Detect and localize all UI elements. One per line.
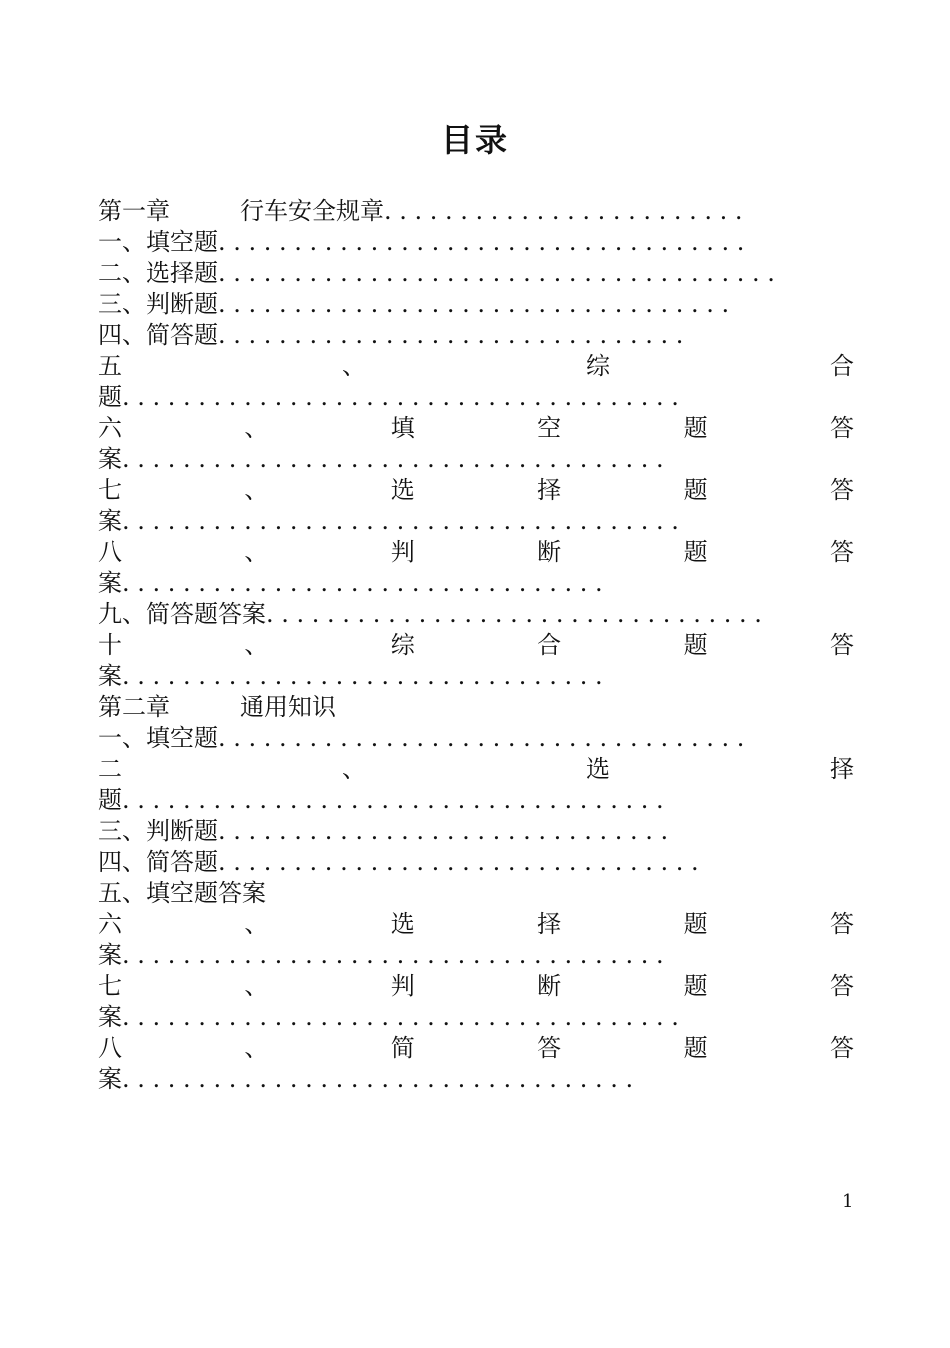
toc-chapter-2[interactable]	[98, 692, 854, 723]
toc-entry[interactable]: 四、简答题. . . . . . . . . . . . . . . . . . . . . . . . . . . . . . .	[98, 321, 684, 349]
leader-dots: . . . . . . . . . . . . . . . . . . . . . . . .	[384, 197, 743, 225]
leader-dots: . . . . . . . . . . . . . . . . . . . . . . . . . . . . . . . .	[218, 848, 699, 876]
table-of-contents	[98, 196, 854, 1095]
toc-entry-continuation[interactable]: 案. . . . . . . . . . . . . . . . . . . . . . . . . . . . . . . . . . . . .	[98, 1003, 679, 1031]
toc-entry-continuation[interactable]: 案. . . . . . . . . . . . . . . . . . . . . . . . . . . . . . . . . .	[98, 1065, 634, 1093]
leader-dots: . . . . . . . . . . . . . . . . . . . . . . . . . . . . . . .	[218, 321, 684, 349]
toc-entry-continuation[interactable]: 案. . . . . . . . . . . . . . . . . . . . . . . . . . . . . . . .	[98, 662, 603, 690]
chapter-name: 行车安全规章	[240, 197, 384, 225]
leader-dots: . . . . . . . . . . . . . . . . . . . . . . . . . . . . . . . . . . .	[218, 724, 745, 752]
toc-entry-justified[interactable]: 二 、 选 择	[98, 755, 854, 783]
toc-entry-continuation[interactable]: 案. . . . . . . . . . . . . . . . . . . . . . . . . . . . . . . . . . . . .	[98, 507, 679, 535]
toc-entry[interactable]: 一、填空题. . . . . . . . . . . . . . . . . . . . . . . . . . . . . . . . . . .	[98, 228, 745, 256]
toc-entry-justified[interactable]: 七 、 选 择 题 答	[98, 476, 854, 504]
toc-entry[interactable]: 三、判断题. . . . . . . . . . . . . . . . . . . . . . . . . . . . . .	[98, 817, 669, 845]
toc-entry[interactable]: 九、简答题答案. . . . . . . . . . . . . . . . . . . . . . . . . . . . . . . . .	[98, 600, 762, 628]
leader-dots: . . . . . . . . . . . . . . . . . . . . . . . . . . . . . . . .	[122, 569, 603, 597]
leader-dots: . . . . . . . . . . . . . . . . . . . . . . . . . . . . . . . . . . . . .	[122, 383, 679, 411]
page-title: 目录	[440, 121, 509, 159]
toc-entry-justified[interactable]: 十 、 综 合 题 答	[98, 631, 854, 659]
page-number: 1	[842, 1191, 854, 1212]
toc-entry-continuation[interactable]: 题. . . . . . . . . . . . . . . . . . . . . . . . . . . . . . . . . . . .	[98, 786, 664, 814]
leader-dots: . . . . . . . . . . . . . . . . . . . . . . . . . . . . . . . . . . . . .	[218, 259, 775, 287]
toc-entry[interactable]: 二、选择题. . . . . . . . . . . . . . . . . . . . . . . . . . . . . . . . . . . . .	[98, 259, 775, 287]
toc-entry-justified[interactable]: 七 、 判 断 题 答	[98, 972, 854, 1000]
chapter-label: 第一章	[98, 197, 170, 225]
toc-entry-justified[interactable]: 五 、 综 合	[98, 352, 854, 380]
toc-entry[interactable]: 五、填空题答案	[98, 879, 266, 907]
toc-entry-justified[interactable]: 八 、 判 断 题 答	[98, 538, 854, 566]
toc-entry-continuation[interactable]: 案. . . . . . . . . . . . . . . . . . . . . . . . . . . . . . . . . . . .	[98, 941, 664, 969]
toc-entry-justified[interactable]: 六 、 选 择 题 答	[98, 910, 854, 938]
toc-entry[interactable]: 四、简答题. . . . . . . . . . . . . . . . . . . . . . . . . . . . . . . .	[98, 848, 699, 876]
leader-dots: . . . . . . . . . . . . . . . . . . . . . . . . . . . . . . . . . . . . .	[122, 507, 679, 535]
leader-dots: . . . . . . . . . . . . . . . . . . . . . . . . . . . . . . . . . .	[122, 1065, 634, 1093]
toc-chapter-1[interactable]	[98, 196, 854, 227]
leader-dots: . . . . . . . . . . . . . . . . . . . . . . . . . . . . . . . . . . . .	[122, 786, 664, 814]
leader-dots: . . . . . . . . . . . . . . . . . . . . . . . . . . . . . . . . . . . .	[122, 445, 664, 473]
toc-entry-continuation[interactable]: 案. . . . . . . . . . . . . . . . . . . . . . . . . . . . . . . . . . . .	[98, 445, 664, 473]
chapter-label: 第二章	[98, 693, 170, 721]
toc-entry-continuation[interactable]: 题. . . . . . . . . . . . . . . . . . . . . . . . . . . . . . . . . . . . .	[98, 383, 679, 411]
toc-entry-continuation[interactable]: 案. . . . . . . . . . . . . . . . . . . . . . . . . . . . . . . .	[98, 569, 603, 597]
leader-dots: . . . . . . . . . . . . . . . . . . . . . . . . . . . . . . . . .	[266, 600, 762, 628]
toc-entry-justified[interactable]: 八 、 简 答 题 答	[98, 1034, 854, 1062]
leader-dots: . . . . . . . . . . . . . . . . . . . . . . . . . . . . . . . . . .	[218, 290, 730, 318]
chapter-name: 通用知识	[240, 693, 336, 721]
leader-dots: . . . . . . . . . . . . . . . . . . . . . . . . . . . . . . . .	[122, 662, 603, 690]
leader-dots: . . . . . . . . . . . . . . . . . . . . . . . . . . . . . .	[218, 817, 669, 845]
toc-entry-justified[interactable]: 六 、 填 空 题 答	[98, 414, 854, 442]
toc-entry[interactable]: 一、填空题. . . . . . . . . . . . . . . . . . . . . . . . . . . . . . . . . . .	[98, 724, 745, 752]
leader-dots: . . . . . . . . . . . . . . . . . . . . . . . . . . . . . . . . . . .	[218, 228, 745, 256]
leader-dots: . . . . . . . . . . . . . . . . . . . . . . . . . . . . . . . . . . . . .	[122, 1003, 679, 1031]
leader-dots: . . . . . . . . . . . . . . . . . . . . . . . . . . . . . . . . . . . .	[122, 941, 664, 969]
toc-entry[interactable]: 三、判断题. . . . . . . . . . . . . . . . . . . . . . . . . . . . . . . . . .	[98, 290, 730, 318]
